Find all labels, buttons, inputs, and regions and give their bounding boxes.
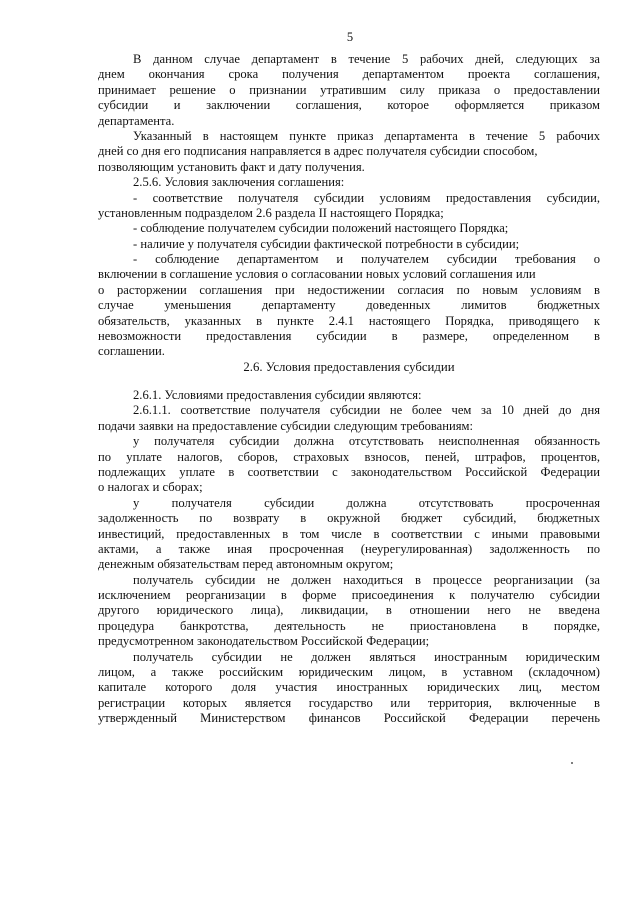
text-line: - соблюдение департаментом и получателем субсидии требования о [133,252,600,267]
text-line: по уплате налогов, сборов, страховых взносов, пеней, штрафов, процентов, [98,449,600,464]
text-line: днем окончания срока получения департаментом проекта соглашения, [98,67,600,82]
text-line: капитале которого доля участия иностранных юридических лиц, местом [98,680,600,695]
text-line: лицом, а также российским юридическим лицом, в уставном (складочном) [98,665,600,680]
page-number: 5 [346,30,354,44]
text-line: другого юридического лица), ликвидации, в отношении него не введена [98,603,600,618]
text-line: предусмотренном законодательством Российской Федерации; [98,634,430,649]
text-line: - наличие у получателя субсидии фактической потребности в субсидии; [133,236,520,251]
text-line: у получателя субсидии должна отсутствовать неисполненная обязанность [133,434,600,449]
text-line: исключением реорганизации в форме присоединения к получателю субсидии [98,588,600,603]
text-line: департамента. [98,113,175,128]
text-line: - соответствие получателя субсидии условиям предоставления субсидии, [133,190,600,205]
text-line: получатель субсидии не должен являться иностранным юридическим [133,649,600,664]
text-line: Указанный в настоящем пункте приказ департамента в течение 5 рабочих [133,128,600,143]
text-line: случае уменьшения департаменту доведенных лимитов бюджетных [98,298,600,313]
text-line: установленным подразделом 2.6 раздела II настоящего Порядка; [98,205,444,220]
text-line: о налогах и сборах; [98,480,203,495]
text-line: подачи заявки на предоставление субсидии следующим требованиям: [98,418,474,433]
text-line: 2.5.6. Условия заключения соглашения: [133,175,345,190]
text-line: 2.6.1. Условиями предоставления субсидии являются: [133,388,422,402]
text-line: инвестиций, предоставленных в том числе в соответствии с иными правовыми [98,526,600,541]
text-line: невозможности предоставления субсидии в размере, определенном в [98,329,600,344]
text-line: субсидии и заключении соглашения, которое оформляется приказом [98,98,600,113]
text-line: подлежащих уплате в соответствии с законодательством Российской Федерации [98,464,600,479]
text-block-agreement [98,52,600,360]
text-line: процедура банкротства, деятельность не приостановлена в порядке, [98,618,600,633]
section-heading: 2.6. Условия предоставления субсидии [243,360,455,374]
text-line: позволяющим установить факт и дату получения. [98,159,365,174]
text-line: денежным обязательствам перед автономным округом; [98,557,394,572]
text-block-conditions [98,388,600,727]
text-line: актами, а также иная просроченная (неурегулированная) задолженность по [98,541,600,556]
text-line: включении в соглашение условия о согласовании новых условий соглашения или [98,267,536,282]
text-line: о расторжении соглашения при недостижении согласия по новым условиям в [98,282,600,297]
text-line: регистрации которых является государство или территория, включенные в [98,695,600,710]
text-line: соглашении. [98,344,165,359]
text-line: у получателя субсидии должна отсутствовать просроченная [133,495,600,510]
text-line: утвержденный Министерством финансов Российской Федерации перечень [98,711,600,726]
scan-speck [571,762,573,764]
text-line: обязательств, указанных в пункте 2.4.1 настоящего Порядка, приводящего к [98,313,600,328]
text-line: принимает решение о признании утратившим силу приказа о предоставлении [98,82,600,97]
text-line: дней со дня его подписания направляется в адрес получателя субсидии способом, [98,144,538,159]
text-line: В данном случае департамент в течение 5 рабочих дней, следующих за [133,52,600,66]
text-line: получатель субсидии не должен находиться в процессе реорганизации (за [133,572,600,587]
text-line: задолженность по возврату в окружной бюджет субсидий, бюджетных [98,511,600,526]
text-line: 2.6.1.1. соответствие получателя субсидии не более чем за 10 дней до дня [133,403,600,418]
text-line: - соблюдение получателем субсидии положений настоящего Порядка; [133,221,509,236]
